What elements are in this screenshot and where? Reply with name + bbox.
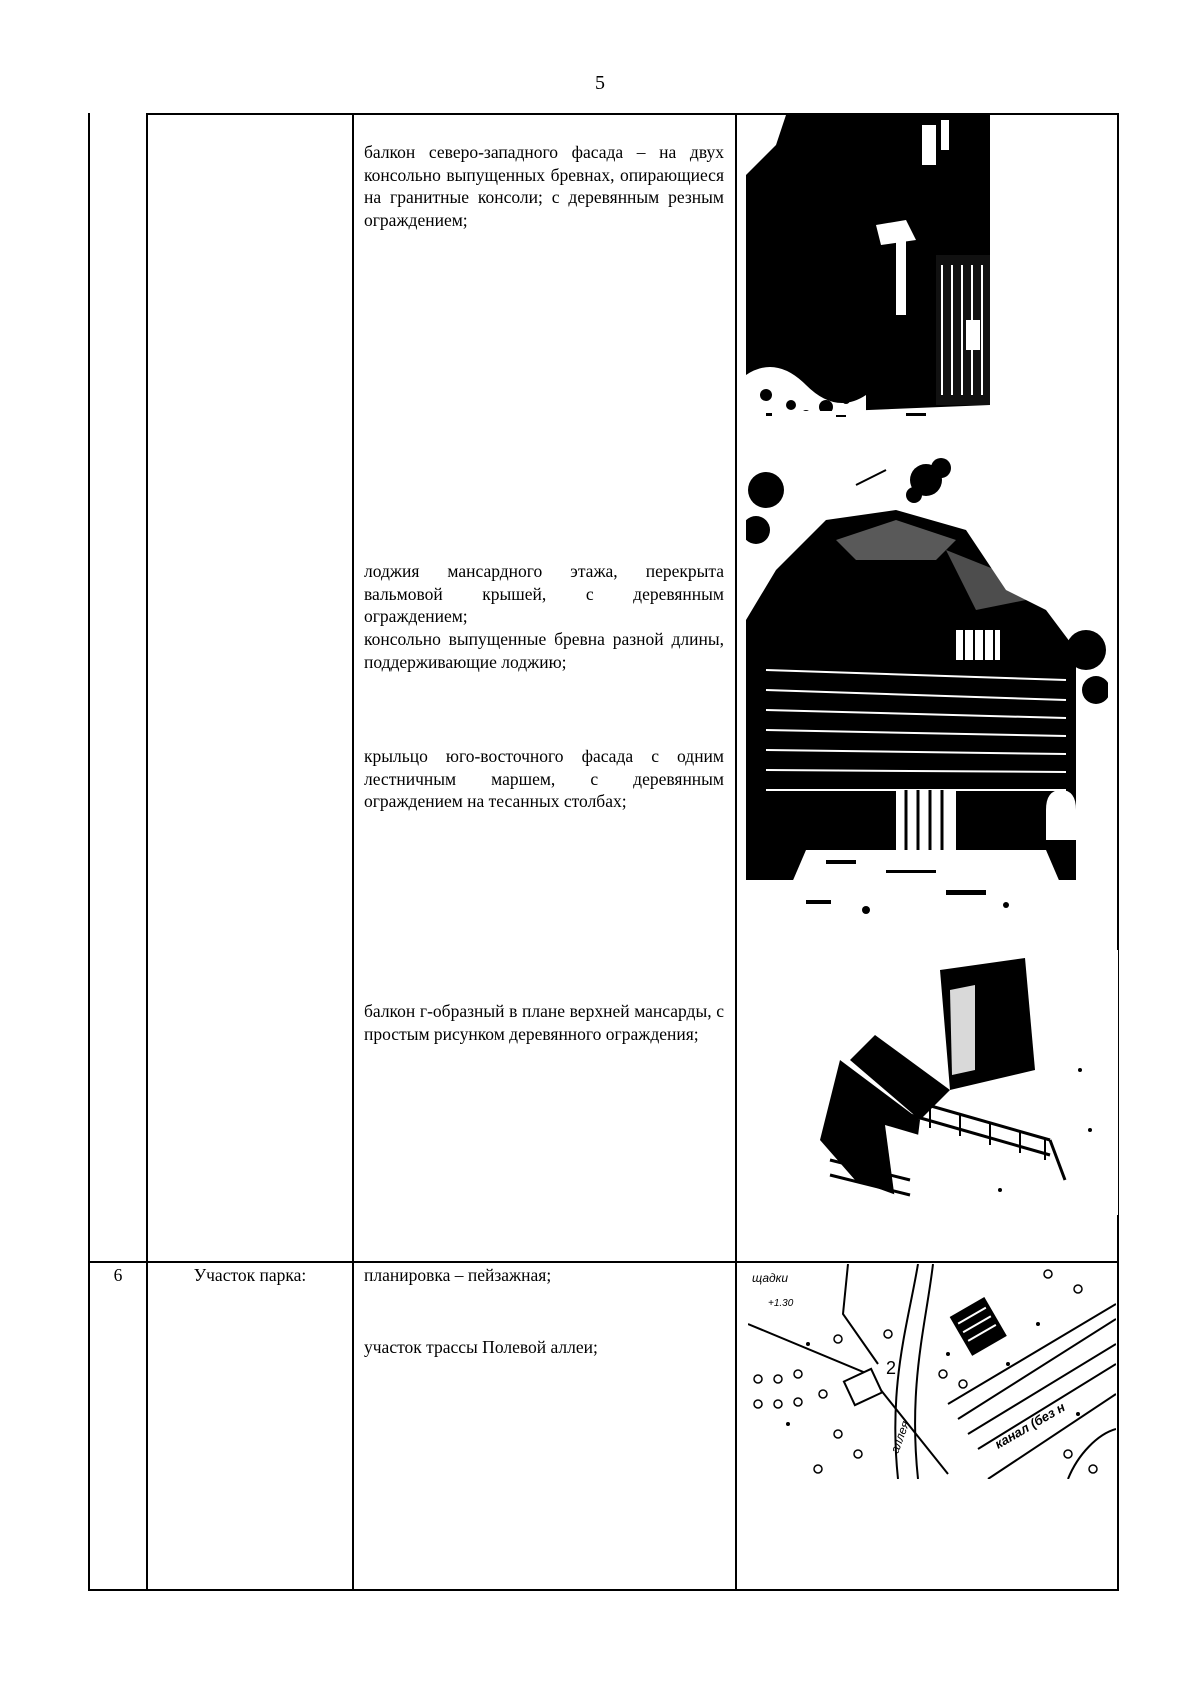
photo-house-facade (746, 450, 1108, 930)
page-number: 5 (595, 72, 605, 94)
row-number: 6 (113, 1265, 123, 1285)
item-l-shaped-balcony: балкон г-образный в плане верхней мансарды, с простым рисунком деревянного ограждения; (364, 1001, 724, 1044)
map-label-area: щадки (752, 1271, 788, 1285)
item-southeast-porch: крыльцо юго-восточного фасада с одним лестничным маршем, с деревянным ограждением на тесанных столбах; (364, 746, 724, 811)
item-console-logs: консольно выпущенные бревна разной длины, поддерживающие лоджию; (364, 629, 724, 672)
table-border-right (1117, 113, 1119, 1591)
map-label-number: 2 (886, 1358, 897, 1378)
row-divider (88, 1261, 1119, 1263)
map-label-canal: канал (без н (992, 1399, 1068, 1452)
row-name: Участок парка: (193, 1265, 307, 1285)
item-field-alley: участок трассы Полевой аллеи; (364, 1337, 598, 1357)
map-label-elevation: +1.30 (768, 1298, 794, 1309)
table-border-col1 (146, 113, 148, 1591)
table-border-col2 (352, 113, 354, 1591)
map-label-alley: аллея (887, 1419, 913, 1456)
table-border-bottom (88, 1589, 1119, 1591)
item-balcony-northwest: балкон северо-западного фасада – на двух консольно выпущенных бревнах, опирающиеся на гранитные консоли; с деревянным резным ограждением; (364, 142, 724, 230)
table-border-col3 (735, 113, 737, 1591)
item-landscape-planning: планировка – пейзажная; (364, 1265, 552, 1285)
map-park-plan (748, 1264, 1116, 1479)
item-mansard-loggia: лоджия мансардного этажа, перекрыта вальмовой крышей, с деревянным ограждением; (364, 561, 724, 626)
table-border-left (88, 113, 90, 1591)
photo-l-shaped-balcony (800, 950, 1118, 1215)
photo-northwest-balcony (746, 115, 990, 423)
